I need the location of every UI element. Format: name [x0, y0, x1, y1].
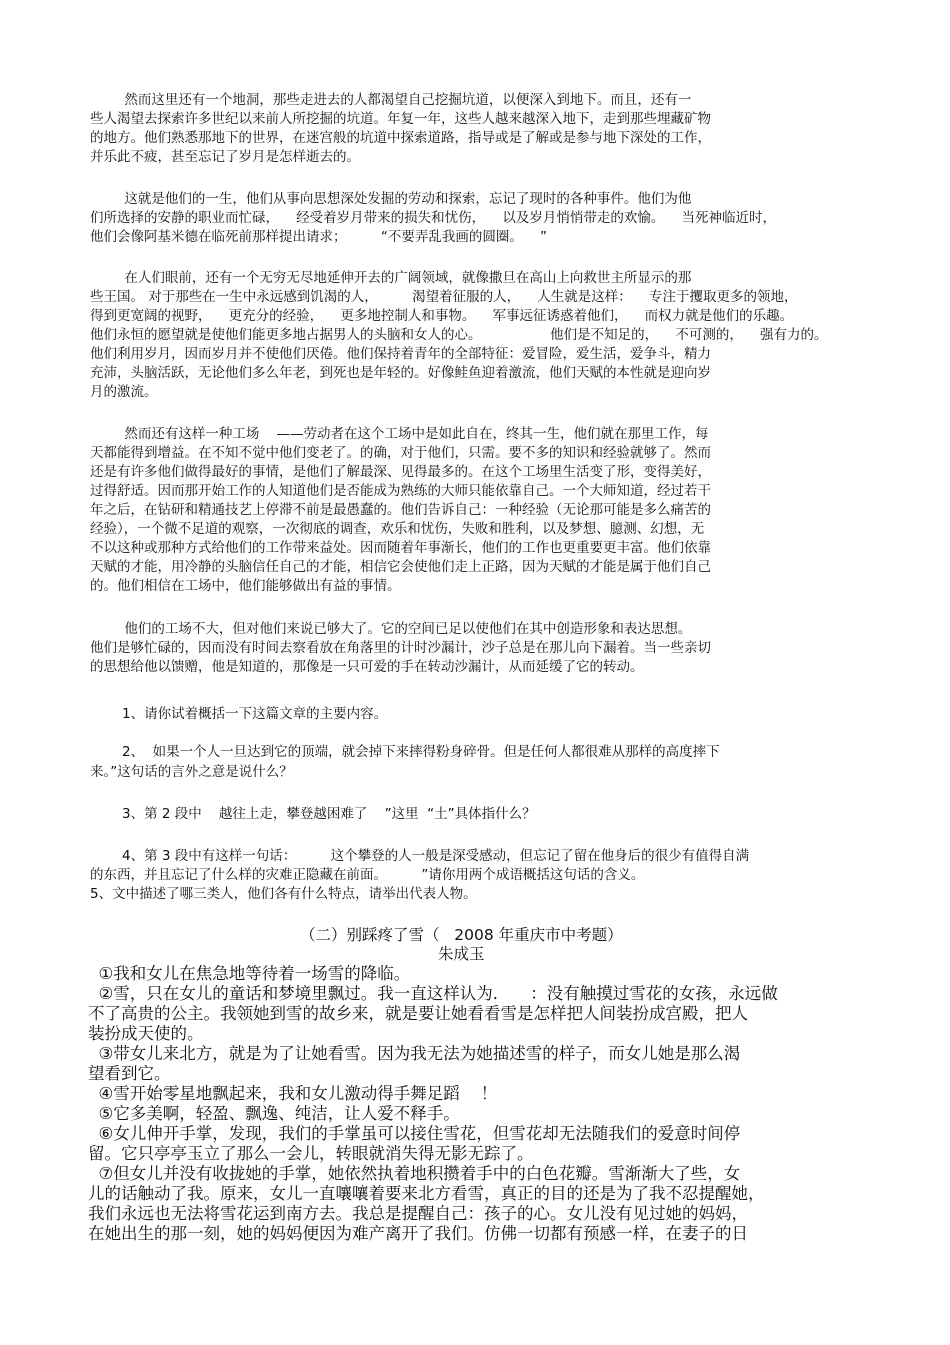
text-line: ⑦但女儿并没有收拢她的手掌，她依然执着地积攒着手中的白色花瓣。雪渐渐大了些，女	[88, 1164, 741, 1183]
text-line: 们所选择的安静的职业而忙碌， 经受着岁月带来的损失和忧伤， 以及岁月悄悄带走的欢愉。 当死神临近时，	[90, 210, 776, 226]
text-line: 过得舒适。因而那开始工作的人知道他们是否能成为熟练的大师只能依靠自己。一个大师知道，经过若干	[90, 483, 711, 499]
text-line: 望看到它。	[88, 1064, 171, 1083]
text-line: ①我和女儿在焦急地等待着一场雪的降临。	[88, 964, 411, 983]
text-line: 的思想给他以馈赠，他是知道的，那像是一只可爱的手在转动沙漏计，从而延缓了它的转动。	[90, 659, 644, 675]
text-line: 天赋的才能，用冷静的头脑信任自己的才能，相信它会使他们走上正路，因为天赋的才能是属于他们自己	[90, 559, 711, 575]
question-3: 3、第 2 段中 越往上走，攀登越困难了 ”这里 “土”具体指什么？	[122, 806, 536, 822]
text-line: 他们的工场不大，但对他们来说已够大了。它的空间已足以使他们在其中创造形象和表达思想。	[90, 621, 692, 637]
text-line: ②雪，只在女儿的童话和梦境里飘过。我一直这样认为． ：没有触摸过雪花的女孩，永远做	[88, 984, 778, 1003]
question-4-cont: 的东西，并且忘记了什么样的灾难正隐藏在前面。 ”请你用两个成语概括这句话的含义。	[90, 867, 645, 883]
article-title: （二）别踩疼了雪（ 2008 年重庆市中考题）	[300, 926, 623, 944]
text-line: 他们利用岁月，因而岁月并不使他们厌倦。他们保持着青年的全部特征：爱冒险，爱生活，爱争斗，精力	[90, 346, 711, 362]
text-line: 他们会像阿基米德在临死前那样提出请求； “不要弄乱我画的圆圈。 ”	[90, 229, 547, 245]
text-line: ③带女儿来北方，就是为了让她看雪。因为我无法为她描述雪的样子，而女儿她是那么渴	[88, 1044, 741, 1063]
text-line: 月的激流。	[90, 384, 158, 400]
text-line: ⑤它多美啊，轻盈、飘逸、纯洁，让人爱不释手。	[88, 1104, 460, 1123]
text-line: 充沛，头脑活跃，无论他们多么年老，到死也是年轻的。好像鲑鱼迎着激流，他们天赋的本性就是迎向岁	[90, 365, 711, 381]
text-line: 的。他们相信在工场中，他们能够做出有益的事情。	[90, 578, 401, 594]
text-line: 不以这种或那种方式给他们的工作带来益处。因而随着年事渐长，他们的工作也更重要更丰富。他们依靠	[90, 540, 711, 556]
text-line: 天都能得到增益。在不知不觉中他们变老了。的确，对于他们，只需。要不多的知识和经验就够了。然而	[90, 445, 711, 461]
text-line: 得到更宽阔的视野， 更充分的经验， 更多地控制人和事物。 军事远征诱惑着他们， 而权力就是他们的乐趣。	[90, 308, 794, 324]
text-line: 的地方。他们熟悉那地下的世界，在迷宫般的坑道中探索道路，指导或是了解或是参与地下深处的工作，	[90, 130, 711, 146]
text-line: ⑥女儿伸开手掌，发现，我们的手掌虽可以接住雪花，但雪花却无法随我们的爱意时间停	[88, 1124, 741, 1143]
question-4: 4、第 3 段中有这样一句话： 这个攀登的人一般是深受感动，但忘记了留在他身后的很少有值得自满	[122, 848, 750, 864]
text-line: 他们是够忙碌的，因而没有时间去察看放在角落里的计时沙漏计，沙子总是在那儿向下漏着。当一些亲切	[90, 640, 711, 656]
text-line: 这就是他们的一生，他们从事向思想深处发掘的劳动和探索，忘记了现时的各种事件。他们为他	[90, 191, 692, 207]
text-line: 在人们眼前，还有一个无穷无尽地延伸开去的广阔领域，就像撒旦在高山上向救世主所显示的那	[90, 270, 692, 286]
text-line: 在她出生的那一刻，她的妈妈便因为难产离开了我们。仿佛一切都有预感一样，在妻子的日	[88, 1224, 748, 1243]
text-line: 装扮成天使的。	[88, 1024, 204, 1043]
article-author: 朱成玉	[438, 945, 485, 963]
text-line: 儿的话触动了我。原来，女儿一直嚷嚷着要来北方看雪，真正的目的还是为了我不忍提醒她，	[88, 1184, 765, 1203]
text-line: 并乐此不疲，甚至忘记了岁月是怎样逝去的。	[90, 149, 360, 165]
text-line: 还是有许多他们做得最好的事情，是他们了解最深、见得最多的。在这个工场里生活变了形，变得美好，	[90, 464, 711, 480]
question-2: 2、 如果一个人一旦达到它的顶端，就会掉下来摔得粉身碎骨。但是任何人都很难从那样的高度摔下	[122, 744, 720, 760]
text-line: 些王国。 对于那些在一生中永远感到饥渴的人， 渴望着征服的人， 人生就是这样： 专注于攫取更多的领地，	[90, 289, 798, 305]
text-line: ④雪开始零星地飘起来，我和女儿激动得手舞足蹈 ！	[88, 1084, 498, 1103]
text-line: 留。它只亭亭玉立了那么一会儿，转眼就消失得无影无踪了。	[88, 1144, 534, 1163]
text-line: 不了高贵的公主。我领她到雪的故乡来，就是要让她看看雪是怎样把人间装扮成宫殿，把人	[88, 1004, 748, 1023]
text-line: 我们永远也无法将雪花运到南方去。我总是提醒自己：孩子的心。女儿没有见过她的妈妈，	[88, 1204, 748, 1223]
text-line: 些人渴望去探索许多世纪以来前人所挖掘的坑道。年复一年，这些人越来越深入地下，走到那些埋藏矿物	[90, 111, 711, 127]
text-line: 他们永恒的愿望就是使他们能更多地占据男人的头脑和女人的心。 他们是不知足的， 不可测的， 强有力的。	[90, 327, 828, 343]
question-2-cont: 来。”这句话的言外之意是说什么？	[90, 764, 293, 780]
question-1: 1、请你试着概括一下这篇文章的主要内容。	[122, 706, 388, 722]
text-line: 年之后，在钻研和精通技艺上停滞不前是最愚蠢的。他们告诉自己：一种经验（无论那可能是多么痛苦的	[90, 502, 711, 518]
text-line: 然而还有这样一种工场 ——劳动者在这个工场中是如此自在，终其一生，他们就在那里工作，每	[90, 426, 709, 442]
text-line: 然而这里还有一个地洞，那些走进去的人都渴望自己挖掘坑道，以便深入到地下。而且，还有一	[90, 92, 692, 108]
text-line: 经验），一个微不足道的观察，一次彻底的调查，欢乐和忧伤，失败和胜利，以及梦想、臆测、幻想，无	[90, 521, 705, 537]
question-5: 5、文中描述了哪三类人，他们各有什么特点，请举出代表人物。	[90, 886, 477, 902]
